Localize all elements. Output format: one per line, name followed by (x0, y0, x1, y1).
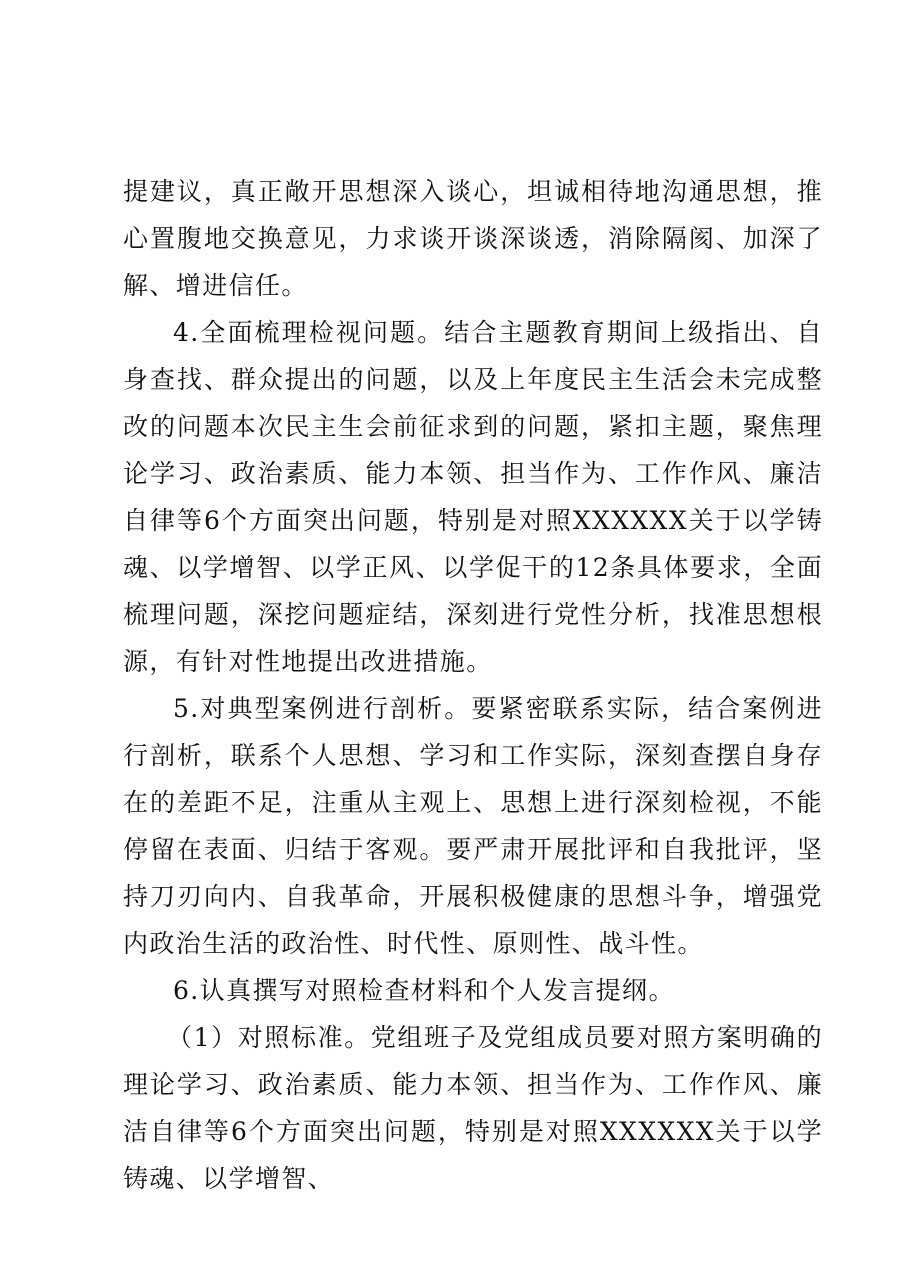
paragraph-continuation: 提建议，真正敞开思想深入谈心，坦诚相待地沟通思想，推心置腹地交换意见，力求谈开谈深谈透，消除隔阂、加深了解、增进信任。 (123, 177, 823, 300)
paragraph-item-4: 4.全面梳理检视问题。结合主题教育期间上级指出、自身查找、群众提出的问题，以及上年度民主生活会未完成整改的问题本次民主生会前征求到的问题，紧扣主题，聚焦理论学习、政治素质、能力本领、担当作为、工作作风、廉洁自律等6个方面突出问题，特别是对照XXXXXX关于以学铸魂、以学增智、以学正风、以学促干的12条具体要求，全面梳理问题，深挖问题症结，深刻进行党性分析，找准思想根源，有针对性地提出改进措施。 (123, 318, 823, 676)
paragraph-subitem-1: （1）对照标准。党组班子及党组成员要对照方案明确的理论学习、政治素质、能力本领、担当作为、工作作风、廉洁自律等6个方面突出问题，特别是对照XXXXXX关于以学铸魂、以学增智、 (123, 1023, 823, 1193)
paragraph-item-5: 5.对典型案例进行剖析。要紧密联系实际，结合案例进行剖析，联系个人思想、学习和工作实际，深刻查摆自身存在的差距不足，注重从主观上、思想上进行深刻检视，不能停留在表面、归结于客观。要严肃开展批评和自我批评，坚持刀刃向内、自我革命，开展积极健康的思想斗争，增强党内政治生活的政治性、时代性、原则性、战斗性。 (123, 694, 823, 958)
paragraph-item-6: 6.认真撰写对照检查材料和个人发言提纲。 (173, 976, 675, 1005)
document-body (123, 168, 823, 1202)
